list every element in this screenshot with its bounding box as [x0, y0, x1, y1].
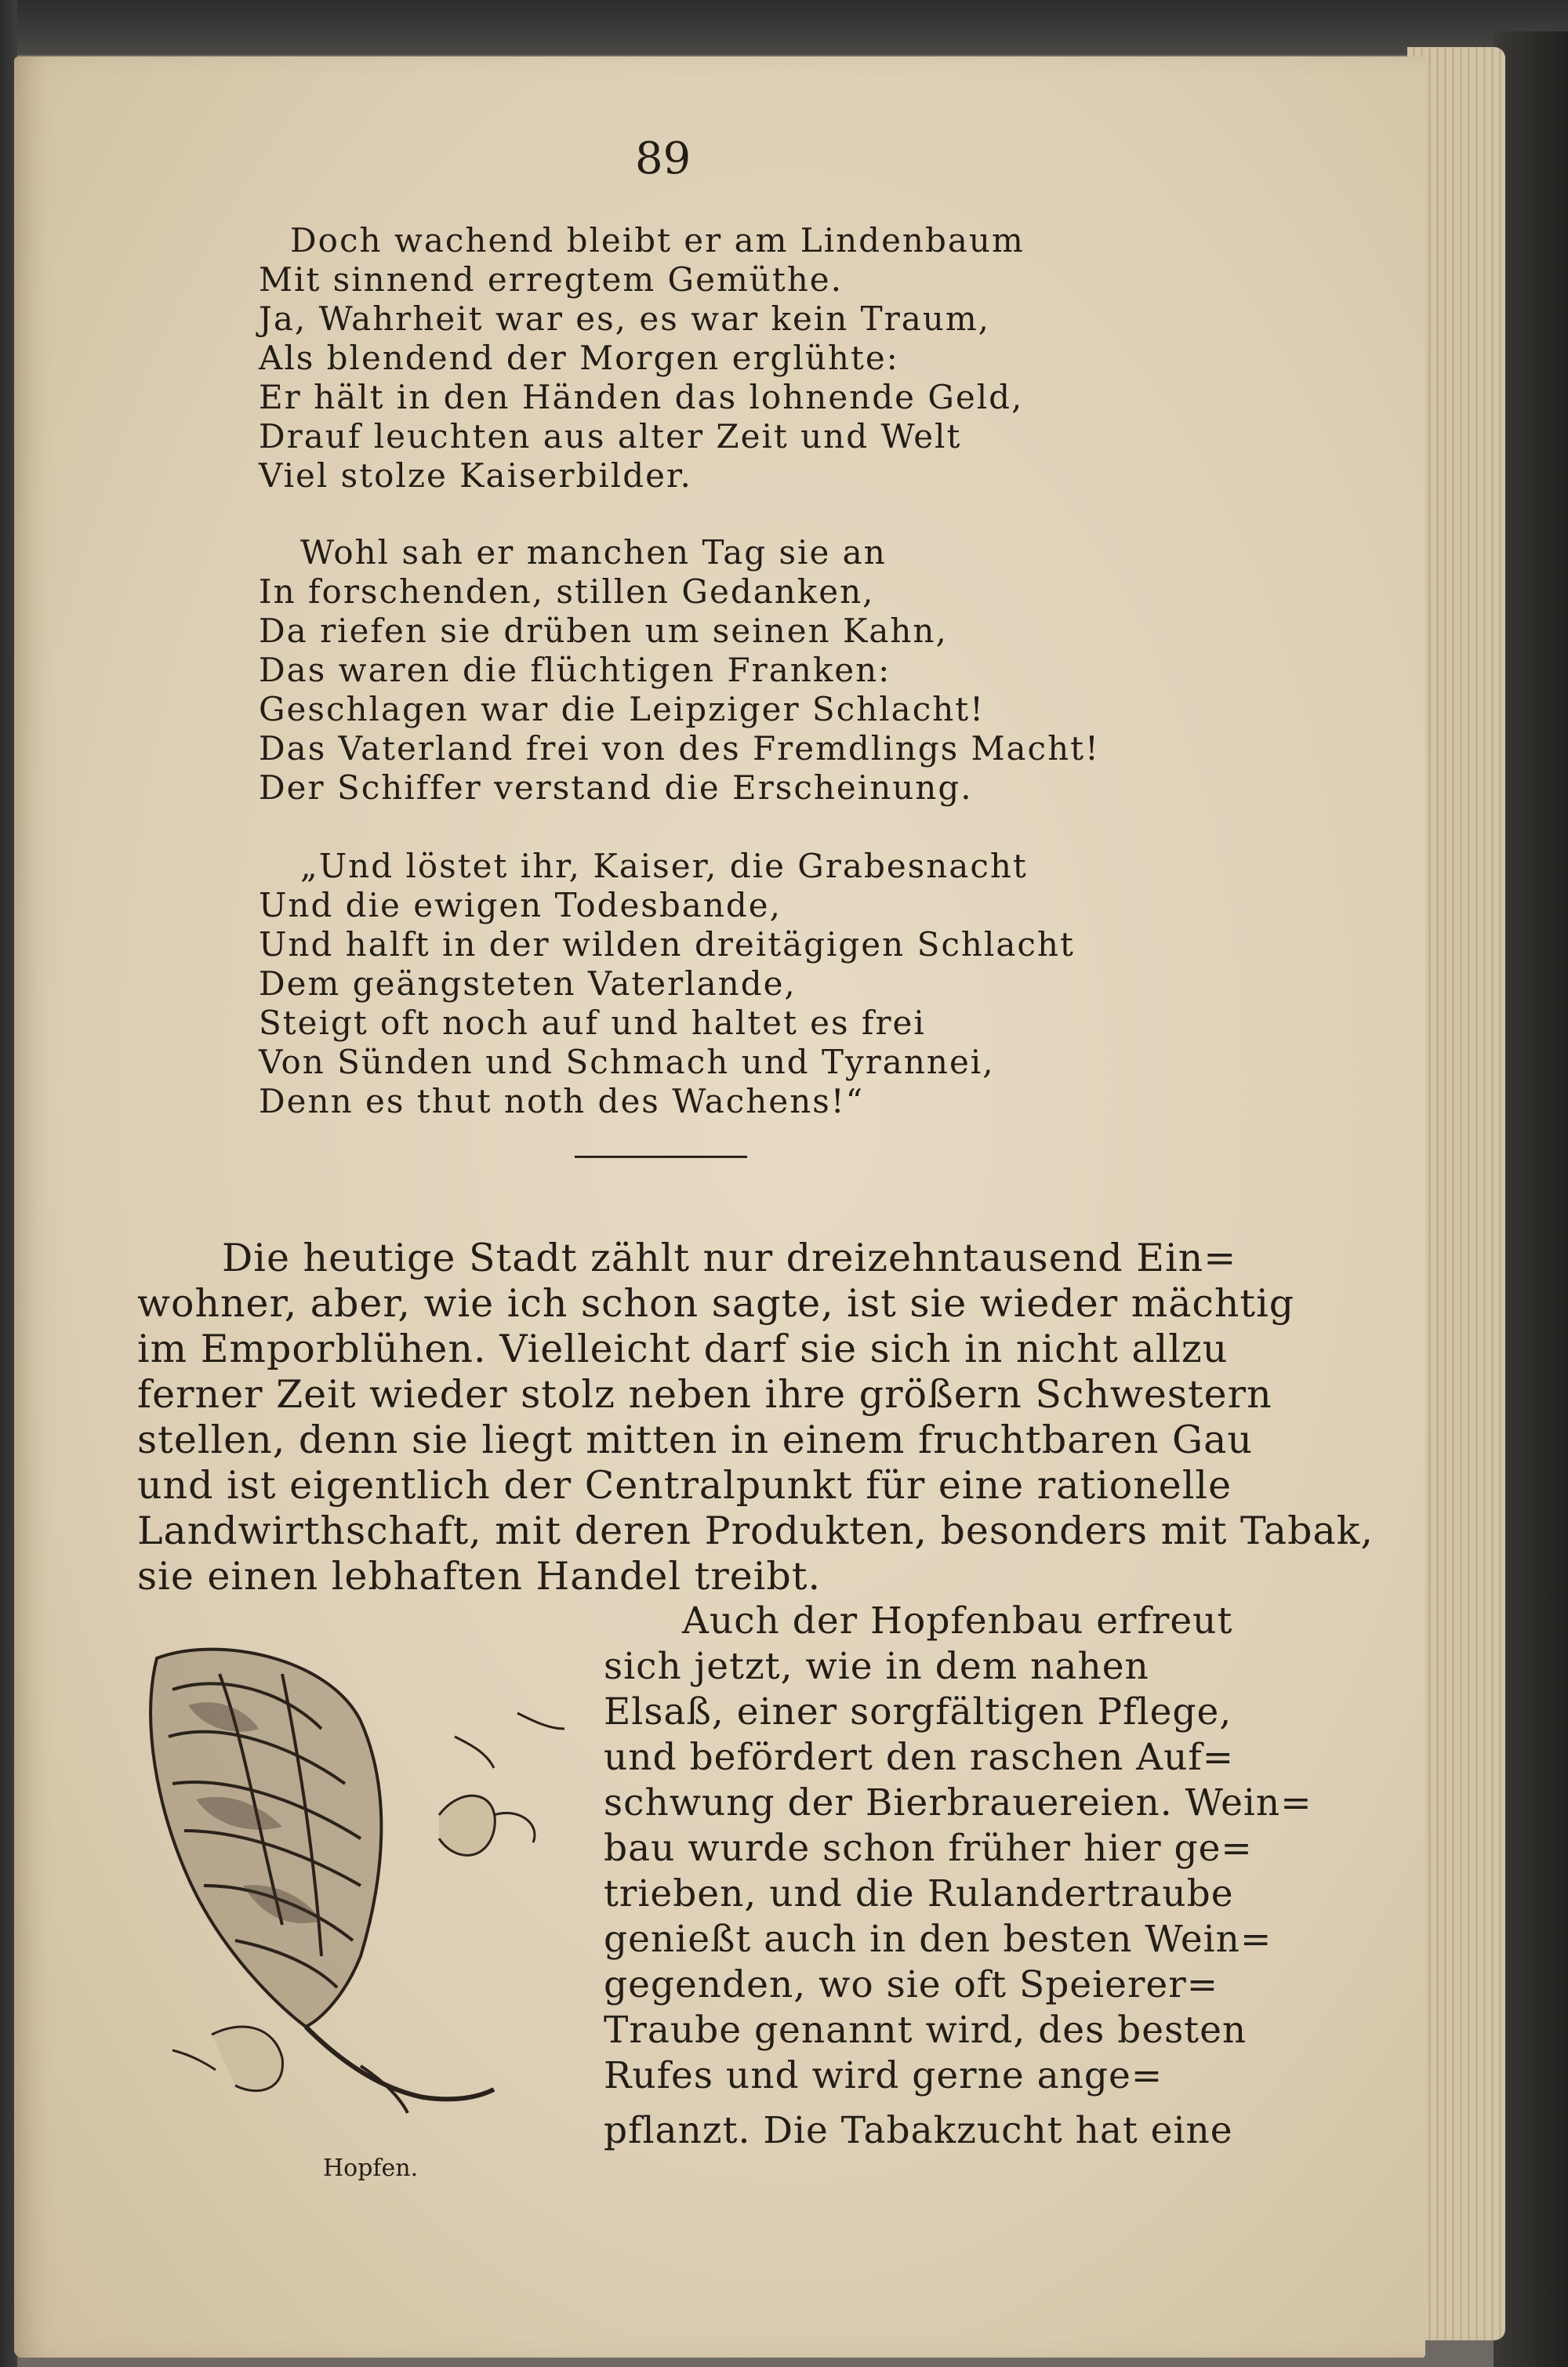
poem-line: Viel stolze Kaiserbilder.: [259, 456, 692, 495]
prose-line: Traube genannt wird, des besten: [604, 2009, 1247, 2052]
poem-line: Da riefen sie drüben um seinen Kahn,: [259, 612, 948, 650]
prose-line: wohner, aber, wie ich schon sagte, ist sie wieder mächtig: [137, 1281, 1295, 1326]
page-number: 89: [635, 133, 691, 184]
prose-line: Die heutige Stadt zählt nur dreizehntausend Ein=: [222, 1236, 1237, 1280]
prose-line: und ist eigentlich der Centralpunkt für eine rationelle: [137, 1463, 1232, 1508]
prose-line: Landwirthschaft, mit deren Produkten, besonders mit Tabak,: [137, 1508, 1374, 1553]
poem-line: Das Vaterland frei von des Fremdlings Macht!: [259, 729, 1100, 768]
poem-line: Als blendend der Morgen erglühte:: [259, 339, 899, 377]
poem-line: Er hält in den Händen das lohnende Geld,: [259, 378, 1024, 416]
prose-line: Rufes und wird gerne ange=: [604, 2054, 1163, 2097]
prose-line: und befördert den raschen Auf=: [604, 1736, 1235, 1779]
poem-line: Drauf leuchten aus alter Zeit und Welt: [259, 417, 962, 456]
poem-line: Dem geängsteten Vaterlande,: [259, 964, 797, 1003]
prose-line: sich jetzt, wie in dem nahen: [604, 1645, 1149, 1688]
poem-line: Ja, Wahrheit war es, es war kein Traum,: [259, 300, 991, 338]
prose-line: gegenden, wo sie oft Speierer=: [604, 1963, 1219, 2006]
prose-line: pflanzt. Die Tabakzucht hat eine: [604, 2109, 1233, 2152]
poem-line: In forschenden, stillen Gedanken,: [259, 572, 875, 611]
poem-line: Von Sünden und Schmach und Tyrannei,: [259, 1043, 995, 1081]
prose-line: stellen, denn sie liegt mitten in einem fruchtbaren Gau: [137, 1418, 1253, 1462]
prose-line: ferner Zeit wieder stolz neben ihre größern Schwestern: [137, 1372, 1272, 1417]
poem-line: Steigt oft noch auf und haltet es frei: [259, 1004, 926, 1042]
poem-line: „Und löstet ihr, Kaiser, die Grabesnacht: [300, 847, 1028, 885]
poem-line: Der Schiffer verstand die Erscheinung.: [259, 768, 973, 807]
poem-line: Wohl sah er manchen Tag sie an: [300, 533, 887, 572]
poem-line: Und die ewigen Todesbande,: [259, 886, 782, 924]
prose-line: schwung der Bierbrauereien. Wein=: [604, 1781, 1312, 1824]
prose-line: genießt auch in den besten Wein=: [604, 1918, 1272, 1961]
book-cover-top: [0, 0, 1568, 55]
prose-line: Auch der Hopfenbau erfreut: [682, 1599, 1233, 1643]
poem-line: Geschlagen war die Leipziger Schlacht!: [259, 690, 985, 728]
prose-line: im Emporblühen. Vielleicht darf sie sich in nicht allzu: [137, 1327, 1229, 1371]
illustration-caption: Hopfen.: [323, 2155, 419, 2182]
hop-cone-illustration: [125, 1627, 596, 2144]
prose-line: trieben, und die Rulandertraube: [604, 1872, 1234, 1915]
poem-line: Das waren die flüchtigen Franken:: [259, 651, 891, 689]
section-divider: [575, 1156, 747, 1158]
poem-line: Und halft in der wilden dreitägigen Schlacht: [259, 925, 1075, 964]
poem-line: Mit sinnend erregtem Gemüthe.: [259, 260, 843, 299]
prose-line: Elsaß, einer sorgfältigen Pflege,: [604, 1690, 1232, 1734]
prose-line: sie einen lebhaften Handel treibt.: [137, 1554, 822, 1599]
poem-line: Doch wachend bleibt er am Lindenbaum: [290, 221, 1025, 260]
prose-line: bau wurde schon früher hier ge=: [604, 1827, 1253, 1870]
poem-line: Denn es thut noth des Wachens!“: [259, 1082, 865, 1120]
